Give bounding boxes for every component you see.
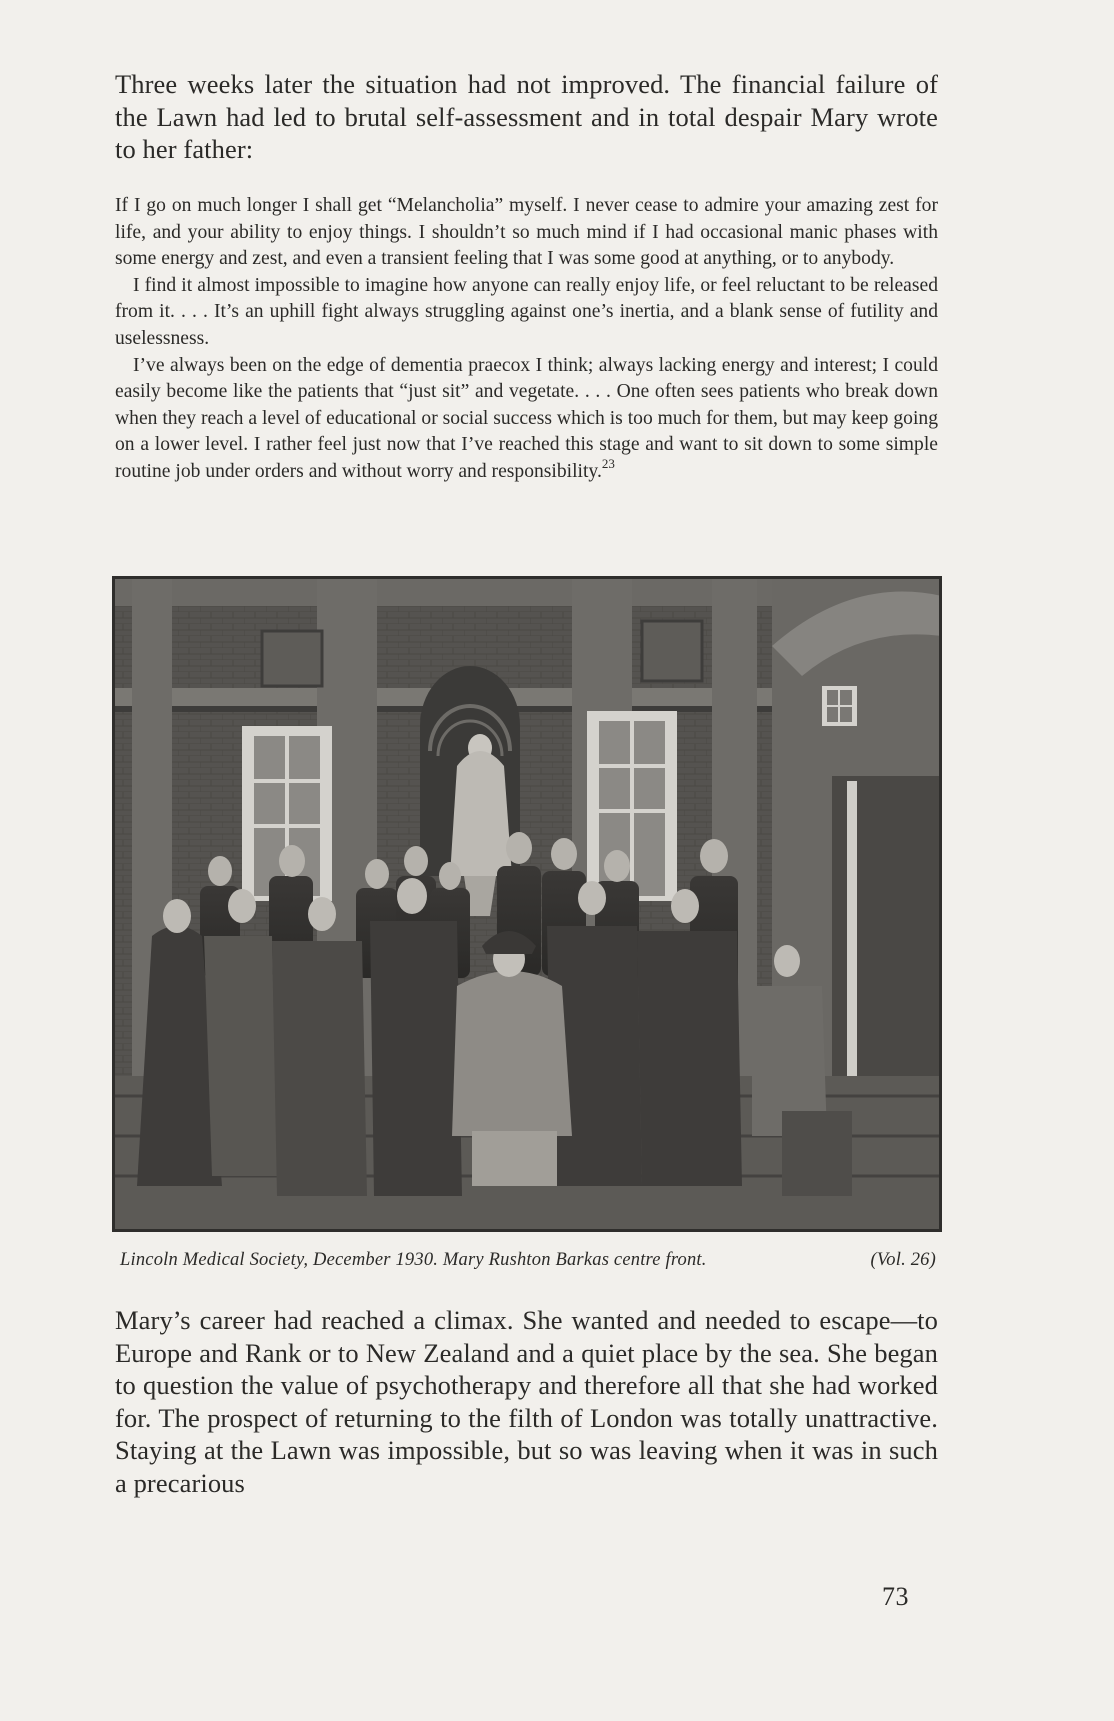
quote-paragraph-3-text: I’ve always been on the edge of dementia praecox I think; always lacking energy and interest; I could easily become like the patients that “just sit” and vegetate. . . . One often sees patients who break down when they reach a level of educational or social success which is too much for them, but may keep going on a lower level. I rather feel just now that I’ve reached this stage and want to sit down to some simple routine job under orders and without worry and responsibility.: [115, 354, 938, 482]
page-number: 73: [882, 1582, 909, 1611]
intro-paragraph: Three weeks later the situation had not improved. The financial failure of the Lawn had led to brutal self-assessment and in total despair Mary wrote to her father:: [115, 69, 938, 164]
letter-quote: [115, 193, 938, 486]
caption-text: Lincoln Medical Society, December 1930. Mary Rushton Barkas centre front.: [120, 1250, 707, 1270]
group-photo-image: [112, 576, 942, 1232]
quote-paragraph-3: [115, 353, 938, 486]
photo-caption: [120, 1250, 936, 1271]
quote-paragraph-2: I find it almost impossible to imagine how anyone can really enjoy life, or feel reluctant to be released from it. . . . It’s an uphill fight always struggling against one’s inertia, and a blank sense of futility and uselessness.: [115, 274, 938, 349]
closing-paragraph: Mary’s career had reached a climax. She wanted and needed to escape—to Europe and Rank or to New Zealand and a quiet place by the sea. She began to question the value of psychotherapy and therefore all that she had worked for. The prospect of returning to the filth of London was totally unattractive. Staying at the Lawn was impossible, but so was leaving when it was in such a precarious: [115, 1305, 938, 1498]
quote-paragraph-1: If I go on much longer I shall get “Melancholia” myself. I never cease to admire your amazing zest for life, and your ability to enjoy things. I shouldn’t so much mind if I had occasional manic phases with some energy and zest, and even a transient feeling that I was some good at anything, or to anybody.: [115, 195, 938, 270]
caption-volume: (Vol. 26): [870, 1250, 936, 1270]
footnote-ref: 23: [601, 455, 615, 471]
group-photograph: [112, 576, 942, 1232]
